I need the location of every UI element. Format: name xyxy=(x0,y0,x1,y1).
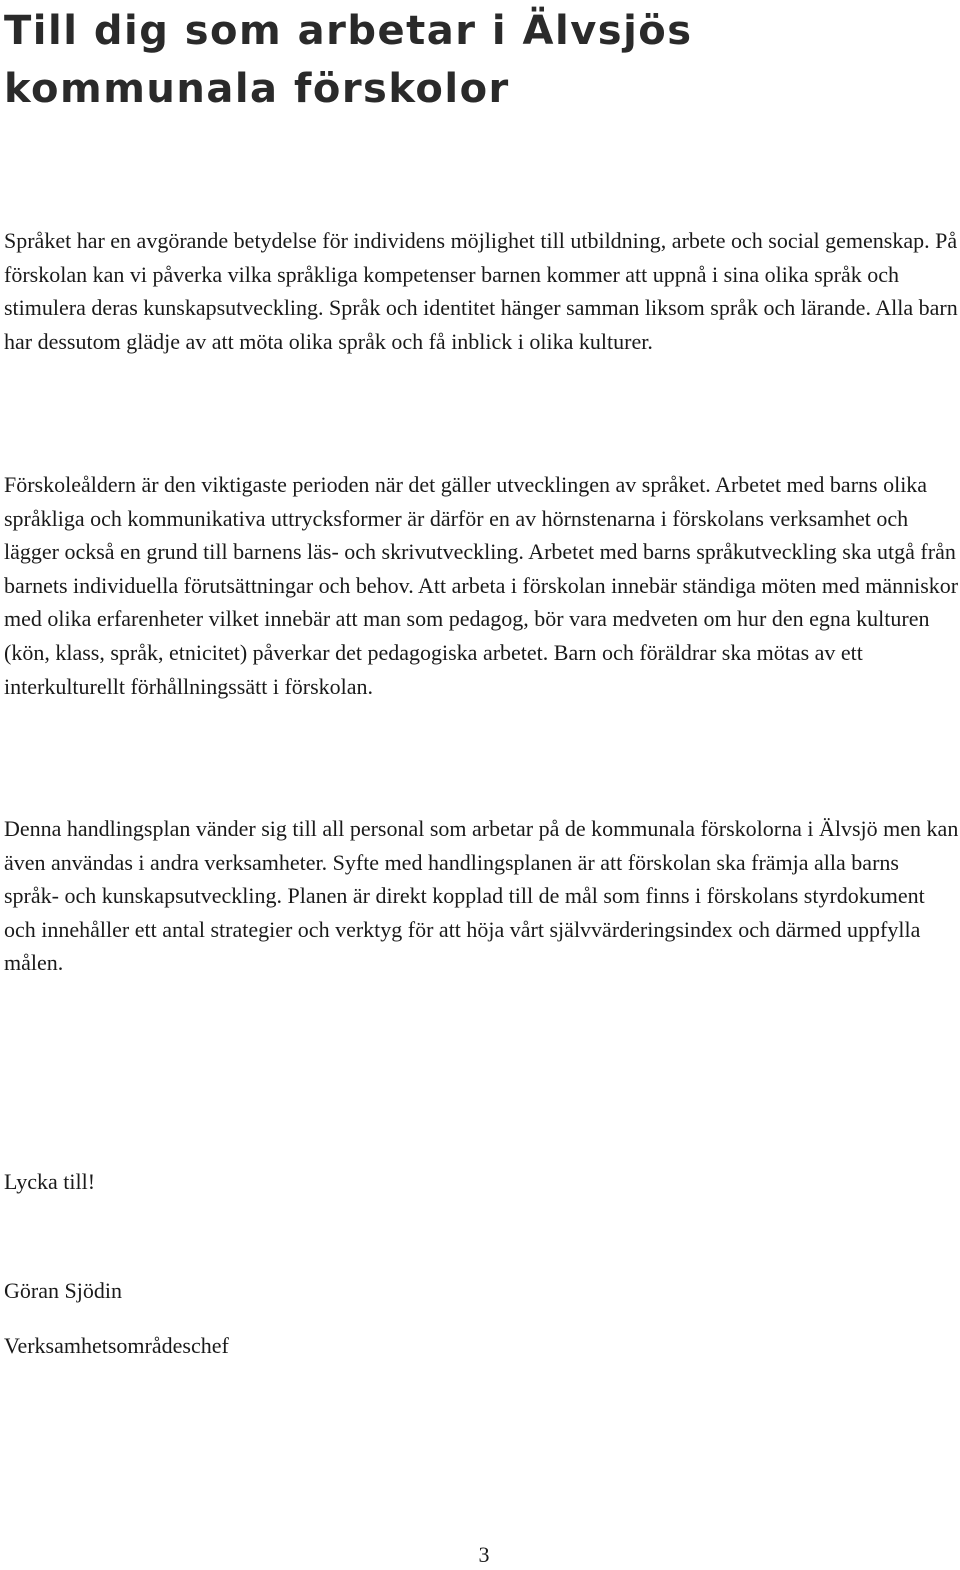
intro-paragraph: Språket har en avgörande betydelse för individens möjlighet till utbildning, arbete och social gemenskap. På förskolan kan vi påverka vilka språkliga kompetenser barnen kommer att uppnå i sina olika språk och stimulera deras kunskapsutveckling. Språk och identitet hänger samman liksom språk och lärande. Alla barn har dessutom glädje av att möta olika språk och få inblick i olika kulturer. xyxy=(4,228,958,354)
signature-name: Göran Sjödin xyxy=(4,1278,122,1303)
closing-greeting: Lycka till! xyxy=(4,1169,96,1194)
signature-role: Verksamhetsområdeschef xyxy=(4,1333,229,1358)
action-plan-paragraph: Denna handlingsplan vänder sig till all personal som arbetar på de kommunala förskolorna i Älvsjö men kan även användas i andra verksamheter. Syfte med handlingsplanen är att förskolan ska främja alla barns språk- och kunskapsutveckling. Planen är direkt kopplad till de mål som finns i förskolans styrdokument och innehåller ett antal strategier och verktyg för att höja vårt självvärderingsindex och därmed uppfylla målen. xyxy=(4,816,959,976)
document-title: Till dig som arbetar i Älvsjös kommunala förskolor xyxy=(4,8,693,112)
page-number: 3 xyxy=(478,1542,490,1567)
language-development-paragraph: Förskoleåldern är den viktigaste perioden när det gäller utvecklingen av språket. Arbetet med barns olika språkliga och kommunikativa uttrycksformer är därför en av hörnstenarna i förskolans verksamhet och lägger också en grund till barnens läs- och skrivutveckling. Arbetet med barns språkutveckling ska utgå från barnets individuella förutsättningar och behov. Att arbeta i förskolan innebär ständiga möten med människor med olika erfarenheter vilket innebär att man som pedagog, bör vara medveten om hur den egna kulturen (kön, klass, språk, etnicitet) påverkar det pedagogiska arbetet. Barn och föräldrar ska mötas av ett interkulturellt förhållningssätt i förskolan. xyxy=(4,472,959,699)
